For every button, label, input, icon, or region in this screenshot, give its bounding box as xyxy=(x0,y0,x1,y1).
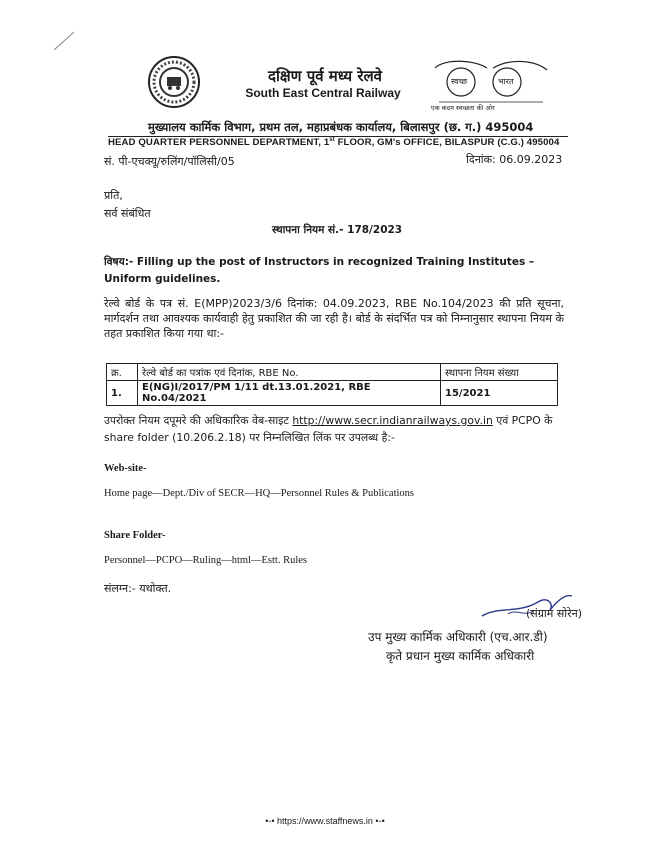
table-header-row xyxy=(107,364,558,381)
enclosure: संलग्न:- यथोक्त. xyxy=(104,582,172,595)
website-link[interactable]: http://www.secr.indianrailways.gov.in xyxy=(292,414,493,427)
subject-line: विषय:- Filling up the post of Instructors in recognized Training Institutes – Uniform guidelines. xyxy=(104,256,535,285)
footer-watermark: •-• https://www.staffnews.in •-• xyxy=(265,816,385,826)
hq-address-hindi: मुख्यालय कार्मिक विभाग, प्रथम तल, महाप्रबंधक कार्यालय, बिलासपुर (छ. ग.) 495004 xyxy=(148,120,534,134)
table-header-cell: क्र. xyxy=(107,364,138,381)
table-header-cell: स्थापना नियम संख्या xyxy=(441,364,558,381)
bharat-word: भारत xyxy=(498,77,514,86)
org-name-english: South East Central Railway xyxy=(245,86,401,100)
hq-address-english: HEAD QUARTER PERSONNEL DEPARTMENT, 1st FLOOR, GM's OFFICE, BILASPUR (C.G.) 495004 xyxy=(108,136,568,148)
website-path: Home page—Dept./Div of SECR—HQ—Personnel Rules & Publications xyxy=(104,488,415,499)
share-folder-label: Share Folder- xyxy=(104,530,166,541)
letter-date: दिनांक: 06.09.2023 xyxy=(466,153,563,166)
table-cell: 15/2021 xyxy=(441,381,558,406)
table-header-cell: रेल्वे बोर्ड का पत्रांक एवं दिनांक, RBE No. xyxy=(138,364,441,381)
reference-number: सं. पी-एचक्यू/रुलिंग/पॉलिसी/05 xyxy=(104,155,235,168)
signatory-on-behalf: कृते प्रधान मुख्य कार्मिक अधिकारी xyxy=(386,649,535,663)
scan-mark xyxy=(52,30,76,52)
signatory-name: (संग्राम सोरेन) xyxy=(526,607,583,620)
table-cell: 1. xyxy=(107,381,138,406)
establishment-rule-number: स्थापना नियम सं.- 178/2023 xyxy=(272,224,403,236)
table-cell: E(NG)I/2017/PM 1/11 dt.13.01.2021, RBE No.04/2021 xyxy=(138,381,441,406)
signatory-designation: उप मुख्य कार्मिक अधिकारी (एच.आर.डी) xyxy=(368,630,548,644)
website-label: Web-site- xyxy=(104,463,147,474)
addressee: सर्व संबंधित xyxy=(104,207,151,220)
table-row xyxy=(107,381,558,406)
reference-table xyxy=(106,363,558,406)
swachh-bharat-logo xyxy=(425,54,555,116)
swachh-tagline: एक कदम स्वच्छता की ओर xyxy=(431,104,495,112)
swachh-word: स्वच्छ xyxy=(451,77,468,86)
railway-logo xyxy=(148,56,200,108)
org-name-hindi: दक्षिण पूर्व मध्य रेलवे xyxy=(268,67,382,85)
body-paragraph: रेल्वे बोर्ड के पत्र सं. E(MPP)2023/3/6 दिनांक: 04.09.2023, RBE No.104/2023 की प्रति सूचना, मार्गदर्शन तथा आवश्यक कार्यवाही हेतु प्रकाशित की जा रही है। बोर्ड के संदर्भित पत्र को निम्नानुसार स्थापना नियम के तहत प्रकाशित किया गया था:- xyxy=(104,297,564,340)
to-label: प्रति, xyxy=(104,189,123,202)
availability-paragraph: उपरोक्त नियम दपूमरे की अधिकारिक वेब-साइट http://www.secr.indianrailways.gov.in एवं PCPO के share folder (10.206.2.18) पर निम्नलिखित लिंक पर उपलब्ध है:- xyxy=(104,414,553,444)
share-folder-path: Personnel—PCPO—Ruling—html—Estt. Rules xyxy=(104,555,308,566)
